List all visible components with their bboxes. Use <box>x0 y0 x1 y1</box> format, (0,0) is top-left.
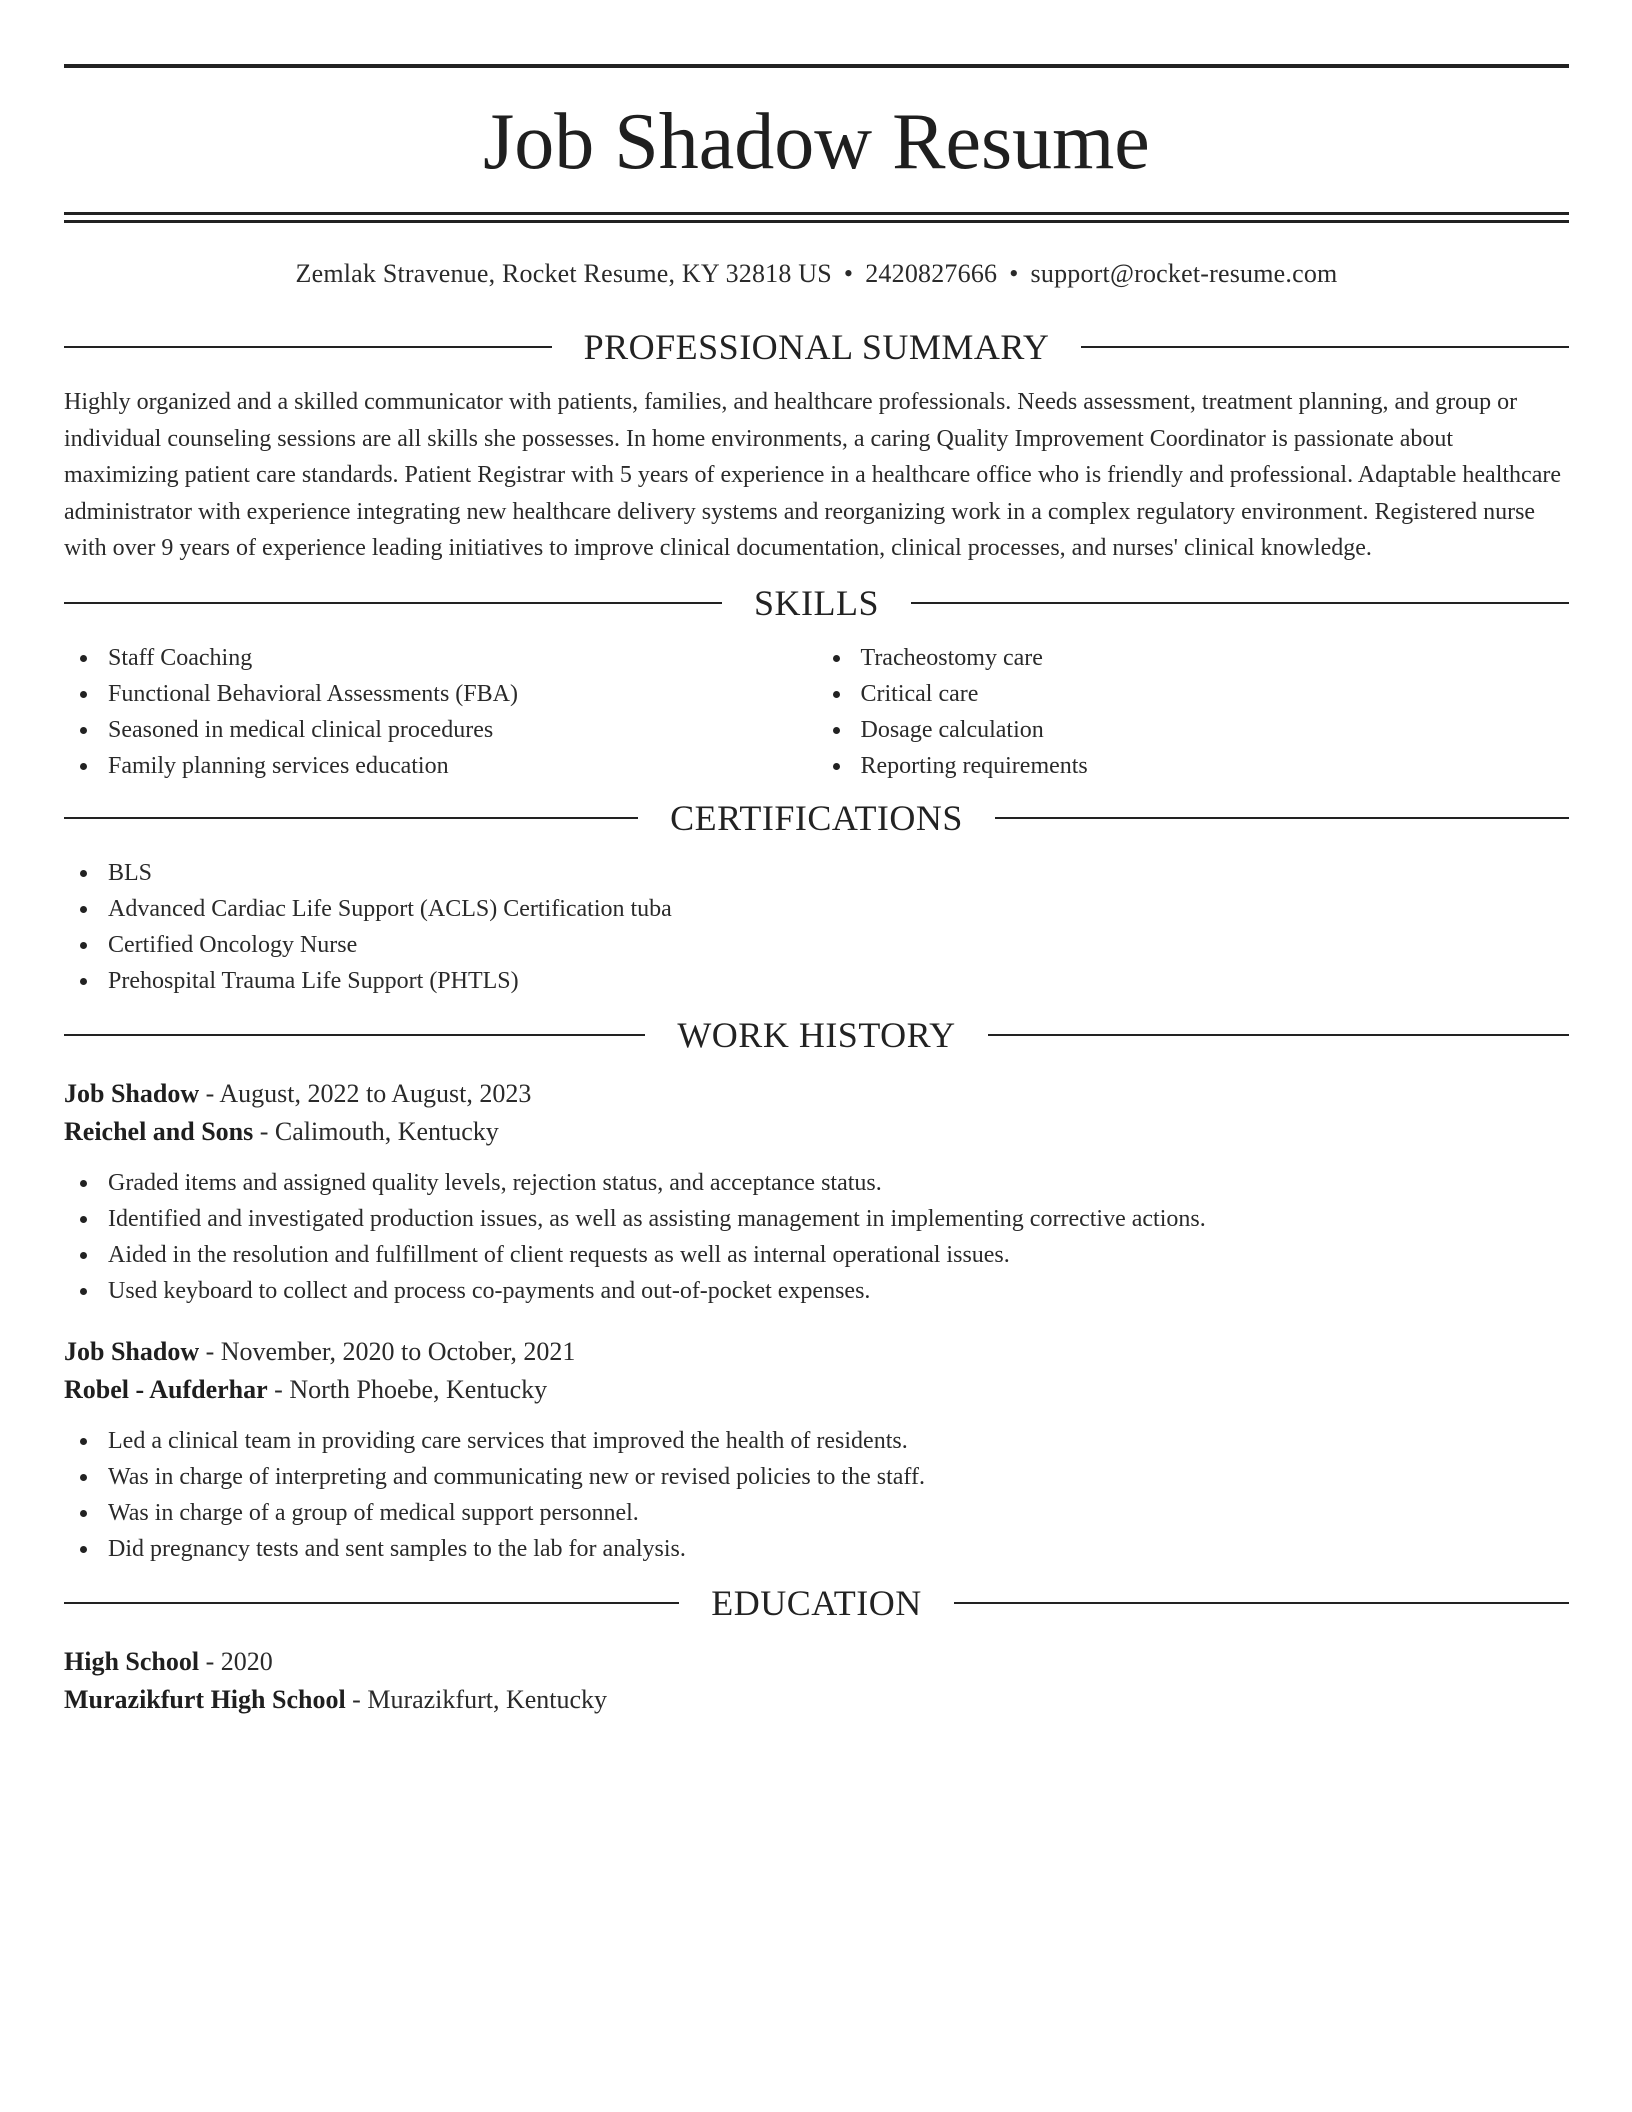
education-heading-label: EDUCATION <box>711 1582 922 1623</box>
job-company: Robel - Aufderhar <box>64 1374 268 1404</box>
education-school: Murazikfurt High School <box>64 1684 346 1714</box>
education-heading <box>64 1581 1569 1625</box>
bullet-icon <box>80 1288 87 1295</box>
certification-item: Certified Oncology Nurse <box>64 927 1569 963</box>
bullet-icon <box>80 870 87 877</box>
job-dates: - November, 2020 to October, 2021 <box>199 1336 576 1366</box>
skill-item: Family planning services education <box>64 748 817 784</box>
job-duty-item: Used keyboard to collect and process co-payments and out-of-pocket expenses. <box>64 1273 1569 1309</box>
certification-item: Advanced Cardiac Life Support (ACLS) Certification tuba <box>64 891 1569 927</box>
skill-item: Reporting requirements <box>817 748 1570 784</box>
skills-list <box>64 640 1569 784</box>
job-duty-item: Identified and investigated production issues, as well as assisting management in implementing corrective actions. <box>64 1201 1569 1237</box>
bullet-icon <box>80 1216 87 1223</box>
job-company: Reichel and Sons <box>64 1116 254 1146</box>
job-duty-item: Was in charge of interpreting and communicating new or revised policies to the staff. <box>64 1459 1569 1495</box>
job-dates: - August, 2022 to August, 2023 <box>199 1078 532 1108</box>
job-title-line <box>64 1333 1569 1371</box>
bullet-icon <box>80 1510 87 1517</box>
contact-separator: • <box>843 259 854 288</box>
bullet-icon <box>80 906 87 913</box>
bullet-icon <box>833 727 840 734</box>
certifications-heading <box>64 796 1569 840</box>
heading-rule <box>995 817 1569 819</box>
skill-item: Seasoned in medical clinical procedures <box>64 712 817 748</box>
bullet-icon <box>80 1180 87 1187</box>
heading-rule <box>954 1602 1569 1604</box>
skill-item: Staff Coaching <box>64 640 817 676</box>
certifications-list <box>64 855 1569 999</box>
bullet-icon <box>80 978 87 985</box>
skill-item: Functional Behavioral Assessments (FBA) <box>64 676 817 712</box>
bullet-icon <box>833 763 840 770</box>
job-duty-item: Aided in the resolution and fulfillment of client requests as well as internal operational issues. <box>64 1237 1569 1273</box>
bullet-icon <box>80 1474 87 1481</box>
heading-rule <box>64 602 722 604</box>
job-entry <box>64 1075 1569 1309</box>
contact-line <box>64 259 1569 289</box>
education-degree-line <box>64 1643 1569 1681</box>
job-duty-item: Led a clinical team in providing care services that improved the health of residents. <box>64 1423 1569 1459</box>
heading-rule <box>64 346 552 348</box>
title-rule-lower <box>64 220 1569 223</box>
skills-column-right <box>817 640 1570 784</box>
bullet-icon <box>80 1546 87 1553</box>
skills-heading-label: SKILLS <box>754 582 880 623</box>
contact-phone: 2420827666 <box>865 259 998 288</box>
bullet-icon <box>80 727 87 734</box>
education-year: - 2020 <box>199 1646 273 1676</box>
job-title: Job Shadow <box>64 1336 200 1366</box>
job-company-line <box>64 1113 1569 1151</box>
education-degree: High School <box>64 1646 200 1676</box>
heading-rule <box>64 1034 645 1036</box>
education-entry <box>64 1643 1569 1719</box>
job-duty-item: Was in charge of a group of medical support personnel. <box>64 1495 1569 1531</box>
job-duties <box>64 1423 1569 1567</box>
job-company-line <box>64 1371 1569 1409</box>
bullet-icon <box>80 1438 87 1445</box>
contact-email: support@rocket-resume.com <box>1030 259 1338 288</box>
heading-rule <box>1081 346 1569 348</box>
work-history-heading <box>64 1013 1569 1057</box>
summary-text: Highly organized and a skilled communicator with patients, families, and healthcare professionals. Needs assessment, treatment planning, and group or individual counseling sessions are all skills she possesses. In home environments, a caring Quality Improvement Coordinator is passionate about maximizing patient care standards. Patient Registrar with 5 years of experience in a healthcare office who is friendly and professional. Adaptable healthcare administrator with experience integrating new healthcare delivery systems and reorganizing work in a complex regulatory environment. Registered nurse with over 9 years of experience leading initiatives to improve clinical documentation, clinical processes, and nurses' clinical knowledge. <box>64 389 1561 561</box>
skills-heading <box>64 581 1569 625</box>
bullet-icon <box>80 1252 87 1259</box>
bullet-icon <box>833 655 840 662</box>
certifications-heading-label: CERTIFICATIONS <box>670 797 963 838</box>
skill-item: Critical care <box>817 676 1570 712</box>
skills-column-left <box>64 640 817 784</box>
summary-heading <box>64 325 1569 369</box>
bullet-icon <box>80 763 87 770</box>
contact-separator: • <box>1009 259 1019 288</box>
bullet-icon <box>80 655 87 662</box>
job-title-line <box>64 1075 1569 1113</box>
job-location: - Calimouth, Kentucky <box>253 1116 499 1146</box>
heading-rule <box>64 1602 679 1604</box>
education-location: - Murazikfurt, Kentucky <box>345 1684 608 1714</box>
certification-item: Prehospital Trauma Life Support (PHTLS) <box>64 963 1569 999</box>
summary-heading-label: PROFESSIONAL SUMMARY <box>583 327 1050 367</box>
job-duty-item: Did pregnancy tests and sent samples to the lab for analysis. <box>64 1531 1569 1567</box>
bullet-icon <box>80 942 87 949</box>
education-school-line <box>64 1681 1569 1719</box>
job-entry <box>64 1333 1569 1567</box>
bullet-icon <box>80 691 87 698</box>
job-location: - North Phoebe, Kentucky <box>267 1374 548 1404</box>
heading-rule <box>988 1034 1569 1036</box>
skill-item: Dosage calculation <box>817 712 1570 748</box>
resume-title: Job Shadow Resume <box>483 98 1150 186</box>
title-rule-upper <box>64 212 1569 215</box>
heading-rule <box>64 817 638 819</box>
work-history-heading-label: WORK HISTORY <box>677 1014 956 1055</box>
contact-address: Zemlak Stravenue, Rocket Resume, KY 32818 US <box>295 259 832 288</box>
bullet-icon <box>833 691 840 698</box>
job-duties <box>64 1165 1569 1309</box>
certification-item: BLS <box>64 855 1569 891</box>
heading-rule <box>911 602 1569 604</box>
job-duty-item: Graded items and assigned quality levels, rejection status, and acceptance status. <box>64 1165 1569 1201</box>
job-title: Job Shadow <box>64 1078 200 1108</box>
skill-item: Tracheostomy care <box>817 640 1570 676</box>
